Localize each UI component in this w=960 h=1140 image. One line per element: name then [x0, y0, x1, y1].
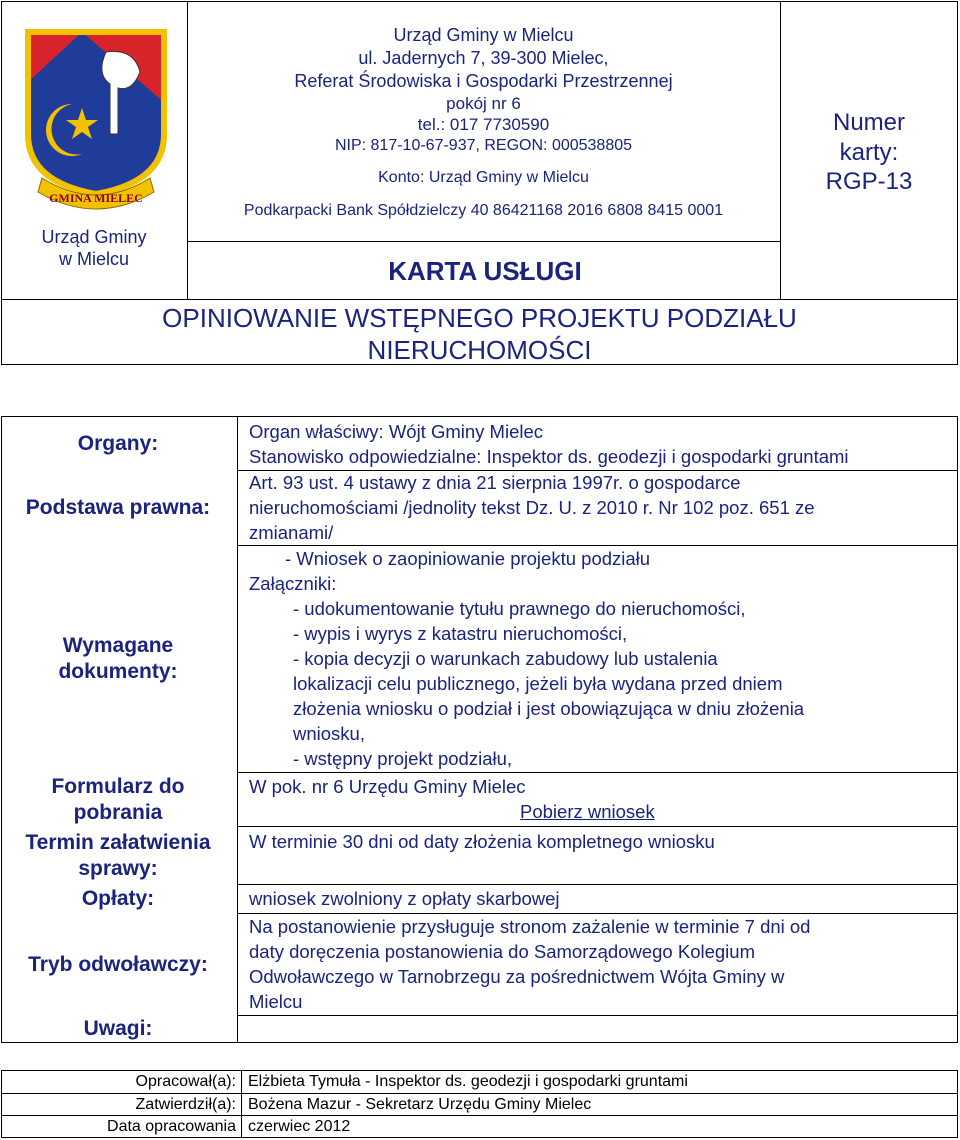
account-label: Konto: Urząd Gminy w Mielcu [378, 169, 589, 186]
approved-by-label: Zatwierdził(a): [135, 1096, 236, 1113]
divider [237, 772, 958, 773]
podstawa-line-1: Art. 93 ust. 4 ustawy z dnia 21 sierpnia 1997r. o gospodarce [249, 472, 741, 493]
office-info [187, 24, 780, 157]
date-label: Data opracowania [107, 1118, 236, 1135]
divider [1, 299, 958, 300]
tryb-line-4: Mielcu [249, 991, 303, 1012]
office-nip: NIP: 817-10-67-937, REGON: 000538805 [334, 137, 633, 154]
label-oplaty: Opłaty: [81, 887, 155, 910]
formularz-value: W pok. nr 6 Urzędu Gminy Mielec [249, 776, 526, 797]
label-termin [4, 830, 232, 882]
wniosek-item: - Wniosek o zaopiniowanie projektu podziału [285, 548, 651, 569]
divider [187, 241, 780, 242]
divider [237, 416, 238, 1043]
label-formularz-2: pobrania [73, 801, 163, 824]
termin-value: W terminie 30 dni od daty złożenia kompletnego wniosku [249, 831, 715, 852]
divider [237, 1015, 958, 1016]
zalaczniki-label: Załączniki: [249, 573, 337, 594]
podstawa-line-2: nieruchomościami /jednolity tekst Dz. U. z 2010 r. Nr 102 poz. 651 ze [249, 497, 815, 518]
prepared-by-value: Elżbieta Tymuła - Inspektor ds. geodezji i gospodarki gruntami [248, 1073, 688, 1090]
card-title: KARTA USŁUGI [388, 256, 582, 286]
date-value: czerwiec 2012 [248, 1118, 351, 1135]
office-department: Referat Środowiska i Gospodarki Przestrzennej [294, 71, 673, 91]
card-number: RGP-13 [825, 168, 913, 195]
divider [237, 826, 958, 827]
crest-banner-text: GMINA MIELEC [49, 191, 143, 205]
label-podstawa: Podstawa prawna: [25, 496, 211, 519]
divider [237, 884, 958, 885]
zalacznik-3-line-3: złożenia wniosku o podział i jest obowiązująca w dniu złożenia [293, 698, 805, 719]
office-room: pokój nr 6 [446, 94, 521, 113]
label-formularz [4, 774, 232, 826]
bank-account: Podkarpacki Bank Spółdzielczy 40 86421168 2016 6808 8415 0001 [243, 202, 724, 219]
service-title-line-2: NIERUCHOMOŚCI [367, 335, 592, 365]
tryb-line-3: Odwoławczego w Tarnobrzegu za pośrednictwem Wójta Gminy w [249, 966, 785, 987]
zalacznik-4: - wstępny projekt podziału, [293, 748, 513, 769]
label-termin-2: sprawy: [78, 857, 158, 880]
podstawa-line-3: zmianami/ [249, 522, 334, 543]
zalacznik-3-line-1: - kopia decyzji o warunkach zabudowy lub ustalenia [293, 648, 718, 669]
tryb-value [249, 914, 954, 1014]
organy-line-1: Organ właściwy: Wójt Gminy Mielec [249, 421, 544, 442]
label-wymagane-2: dokumenty: [58, 660, 178, 683]
approved-by-value: Bożena Mazur - Sekretarz Urzędu Gminy Mielec [248, 1096, 592, 1113]
label-organy: Organy: [77, 432, 159, 455]
tryb-line-1: Na postanowienie przysługuje stronom zażalenie w terminie 7 dni od [249, 916, 811, 937]
divider [780, 1, 781, 299]
crest-label: Urząd Gminy w Mielcu [41, 227, 147, 269]
service-title [1, 302, 958, 366]
divider [241, 1070, 242, 1138]
zalacznik-1: - udokumentowanie tytułu prawnego do nieruchomości, [293, 598, 746, 619]
tryb-line-2: daty doręczenia postanowienia do Samorządowego Kolegium [249, 941, 755, 962]
coat-of-arms-icon [22, 22, 170, 212]
office-phone: tel.: 017 7730590 [417, 115, 550, 134]
card-number-label: Numer karty: [832, 109, 905, 166]
zalacznik-3-line-2: lokalizacji celu publicznego, jeżeli była wydana przed dniem [293, 673, 783, 694]
zalacznik-3-line-4: wniosku, [293, 723, 365, 744]
divider [1, 1115, 958, 1116]
label-tryb: Tryb odwoławczy: [28, 953, 208, 976]
organy-value [249, 419, 954, 469]
office-address: ul. Jadernych 7, 39-300 Mielec, [358, 48, 609, 68]
prepared-by-label: Opracował(a): [135, 1073, 236, 1090]
office-name: Urząd Gminy w Mielcu [393, 25, 574, 45]
divider [1, 1093, 958, 1094]
label-wymagane [4, 633, 232, 685]
zalacznik-2: - wypis i wyrys z katastru nieruchomości, [293, 623, 628, 644]
label-uwagi: Uwagi: [83, 1017, 153, 1040]
oplaty-value: wniosek zwolniony z opłaty skarbowej [249, 888, 560, 909]
organy-line-2: Stanowisko odpowiedzialne: Inspektor ds. geodezji i gospodarki gruntami [249, 446, 849, 467]
service-title-line-1: OPINIOWANIE WSTĘPNEGO PROJEKTU PODZIAŁU [162, 303, 797, 333]
label-formularz-1: Formularz do [51, 775, 185, 798]
label-termin-1: Termin załatwienia [25, 831, 211, 854]
download-form-link[interactable]: Pobierz wniosek [520, 801, 655, 822]
zalacznik-3 [293, 646, 804, 746]
label-wymagane-1: Wymagane [62, 634, 174, 657]
podstawa-value [249, 470, 954, 545]
